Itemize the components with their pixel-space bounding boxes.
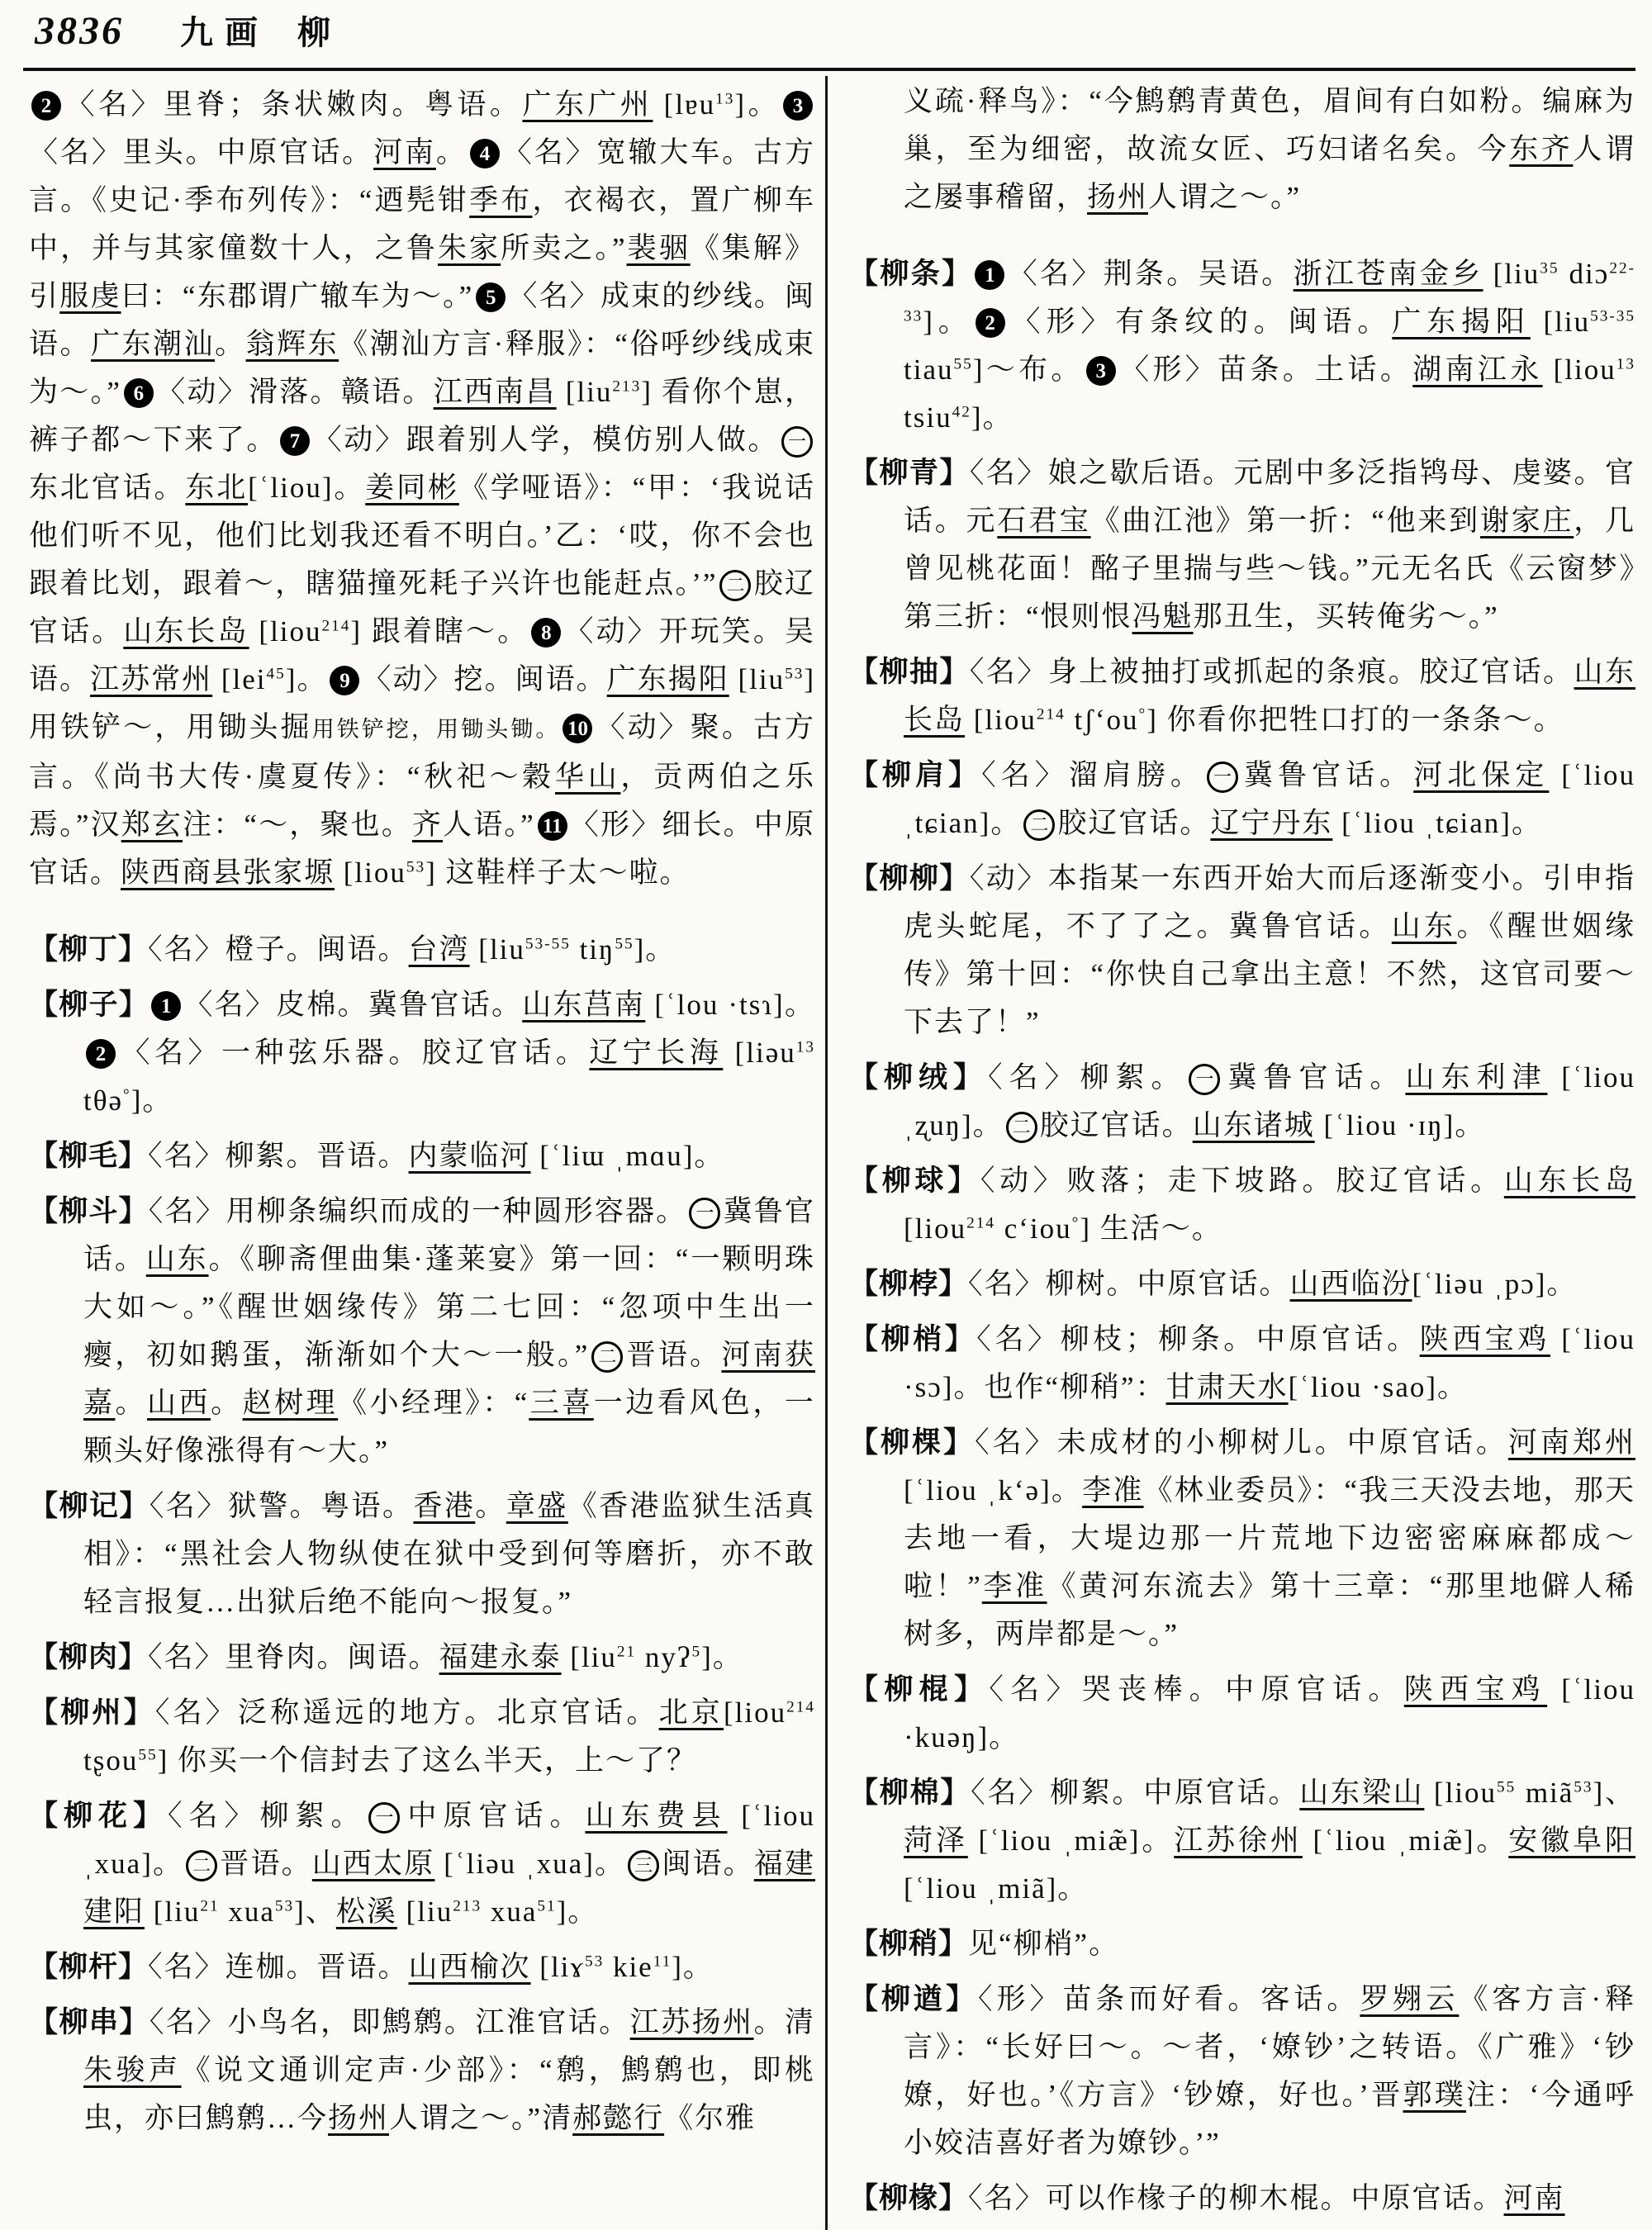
entry-headword: 【柳肉】 bbox=[29, 1641, 149, 1673]
entry-headword: 【柳青】 bbox=[849, 457, 970, 489]
left-column bbox=[29, 81, 815, 2142]
entry-body: 〈形〉苗条而好看。客话。罗翙云《客方言·释言》：“长好曰～。～者，‘嫽钞’之转语。《广雅》‘钞嫽，好也。’《方言》‘钞嫽，好也。’晋郭璞注：‘今通呼小姣洁喜好者为嫽钞。’” bbox=[904, 1983, 1635, 2159]
entry-body: 见“柳梢”。 bbox=[968, 1928, 1120, 1960]
dict-entry-liuke bbox=[849, 1419, 1635, 1658]
entry-body: 〈动〉本指某一东西开始大而后逐渐变小。引申指虎头蛇尾，不了了之。冀鲁官话。山东。《醒世姻缘传》第十回：“你快自己拿出主意！不然，这官司要～下去了！” bbox=[904, 862, 1635, 1038]
dict-entry-liugun bbox=[849, 1666, 1635, 1762]
entry-body: 〈名〉柳絮。中原官话。山东梁山 [liou$^{55}$ miã$^{53}$]、菏泽 [ʿliou ˌmiæ̃]。江苏徐州 [ʿliou ˌmiæ̃]。安徽阜阳 [ʿliou ˌmiã]。 bbox=[904, 1777, 1635, 1905]
entry-body: 〈名〉未成材的小柳树儿。中原官话。河南郑州 [ʿliou ˌk‘ə]。李准《林业委员》：“我三天没去地，那天去地一看，大堤边那一片荒地下边密密麻麻都成～啦！”李准《黄河东流去》第十三章：“那里地僻人稀树多，两岸都是～。” bbox=[904, 1426, 1635, 1650]
entry-headword: 【柳条】 bbox=[849, 258, 973, 290]
entry-body: 〈名〉里脊肉。闽语。福建永泰 [liu$^{21}$ nyʔ$^5$]。 bbox=[148, 1641, 743, 1673]
entry-headword: 【柳串】 bbox=[29, 2006, 150, 2038]
entry-headword: 【柳肩】 bbox=[849, 759, 982, 791]
dict-entry-liuchuan2 bbox=[849, 2175, 1635, 2223]
entry-headword: 【柳斗】 bbox=[29, 1195, 149, 1227]
entry-body: 1 〈名〉荆条。吴语。浙江苍南金乡 [liu$^{35}$ diɔ$^{22-33}$]。 2 〈形〉有条纹的。闽语。广东揭阳 [liu$^{53-35}$ tiau$^{55}$]～布。 3 〈形〉苗条。土话。湖南江永 [liou$^{13}$ tsiu$^{42}$]。 bbox=[904, 258, 1635, 434]
entry-body: 〈名〉橙子。闽语。台湾 [liu$^{53-55}$ tiŋ$^{55}$]。 bbox=[148, 933, 676, 966]
entry-body: 2 〈名〉里脊；条状嫩肉。粤语。广东广州 [lɐu$^{13}$]。 3〈名〉里头。中原官话。河南。 4 〈名〉宽辙大车。古方言。《史记·季布列传》：“迺髡钳季布，衣褐衣，置广柳车中，并与其家僮数十人，之鲁朱家所卖之。”裴骃《集解》引服虔曰：“东郡谓广辙车为～。” 5 〈名〉成束的纱线。闽语。广东潮汕。翁辉东《潮汕方言·释服》：“俗呼纱线成束为～。” 6 〈动〉滑落。赣语。江西南昌 [liu$^{213}$] 看你个崽，裤子都～下来了。 7 〈动〉跟着别人学，模仿别人做。 一东北官话。东北[ʿliou]。姜同彬《学哑语》：“甲：‘我说话他们听不见，他们比划我还看不明白。’乙：‘哎，你不会也跟着比划，跟着～，瞎猫撞死耗子兴许也能赶点。’” 二 胶辽官话。山东长岛 [liou$^{214}$] 跟着瞎～。 8 〈动〉开玩笑。吴语。江苏常州 [lei$^{45}$]。 9 〈动〉挖。闽语。广东揭阳 [liu$^{53}$] 用铁铲～，用锄头掘用铁铲挖，用锄头锄。 10 〈动〉聚。古方言。《尚书大传·虞夏传》：“秋祀～穀华山，贡两伯之乐焉。”汉郑玄注：“～，聚也。齐人语。” 11 〈形〉细长。中原官话。陕西商县张家塬 [liou$^{53}$] 这鞋样子太～啦。 bbox=[29, 88, 815, 889]
dict-entry-liuding bbox=[29, 926, 815, 974]
entry-headword: 【柳花】 bbox=[29, 1800, 168, 1832]
dict-entry-liurou bbox=[29, 1634, 815, 1682]
entry-headword: 【柳棵】 bbox=[849, 1426, 976, 1459]
dict-entry-liuchou bbox=[849, 648, 1635, 744]
dict-entry-liuhua bbox=[29, 1792, 815, 1936]
dict-entry-liudou bbox=[29, 1188, 815, 1475]
dict-entry-liutiao bbox=[849, 250, 1635, 442]
entry-headword: 【柳稍】 bbox=[849, 1928, 969, 1960]
dict-entry-liuchuan bbox=[29, 1999, 815, 2142]
dict-entry-liupo bbox=[849, 1260, 1635, 1308]
head-character-label: 柳 bbox=[297, 14, 330, 51]
entry-body: 〈名〉可以作椽子的柳木棍。中原官话。河南 bbox=[968, 2182, 1565, 2214]
dict-entry-liurong bbox=[849, 1054, 1635, 1150]
entry-body: 〈名〉娘之歇后语。元剧中多泛指鸨母、虔婆。官话。元石君宝《曲江池》第一折：“他来到谢家庄，几曾见桃花面！酩子里揣与些～钱。”元无名氏《云窗梦》第三折：“恨则恨冯魁那丑生，买转俺劣～。” bbox=[904, 457, 1635, 633]
dict-entry-liuzi bbox=[29, 981, 815, 1125]
entry-body: 〈名〉柳枝；柳条。中原官话。陕西宝鸡 [ʿliou ·sɔ]。也作“柳稍”：甘肃天水[ʿliou ·sao]。 bbox=[904, 1323, 1635, 1403]
dict-entry-liushao2 bbox=[849, 1920, 1635, 1968]
entry-body: 〈名〉狱警。粤语。香港。章盛《香港监狱生活真相》：“黑社会人物纵使在狱中受到何等磨折，亦不敢轻言报复…出狱后绝不能向～报复。” bbox=[83, 1490, 815, 1618]
entry-headword: 【柳桲】 bbox=[849, 1268, 969, 1300]
dict-entry-liumao bbox=[29, 1132, 815, 1180]
entry-body: 1 〈名〉皮棉。冀鲁官话。山东莒南 [ʿlou ·tsɿ]。2 〈名〉一种弦乐器。胶辽官话。辽宁长海 [liəu$^{13}$ tθə°]。 bbox=[83, 989, 815, 1117]
dict-entry-liuqing bbox=[849, 449, 1635, 641]
stroke-section-label: 九画 bbox=[180, 14, 269, 51]
entry-headword: 【柳椽】 bbox=[849, 2182, 969, 2214]
entry-headword: 【柳毛】 bbox=[29, 1140, 149, 1172]
dict-entry-liushao bbox=[849, 1316, 1635, 1412]
dict-entry-liuji bbox=[29, 1483, 815, 1626]
dict-entry-liugan bbox=[29, 1943, 815, 1991]
entry-body: 〈名〉小鸟名，即鹪鹩。江淮官话。江苏扬州。清朱骏声《说文通训定声·少部》：“鹩，鹪鹩也，即桃虫，亦曰鹪鹩…今扬州人谓之～。”清郝懿行《尔雅 bbox=[83, 2006, 815, 2134]
dict-entry-liuqiu2 bbox=[849, 1976, 1635, 2167]
entry-headword: 【柳棍】 bbox=[849, 1673, 990, 1706]
entry-body: 〈名〉柳树。中原官话。山西临汾[ʿliəu ˌpɔ]。 bbox=[968, 1268, 1578, 1300]
entry-headword: 【柳棉】 bbox=[849, 1777, 971, 1809]
entry-headword: 【柳丁】 bbox=[29, 933, 149, 966]
entry-headword: 【柳子】 bbox=[29, 989, 150, 1021]
entry-headword: 【柳绒】 bbox=[849, 1061, 988, 1094]
entry-headword: 【柳梢】 bbox=[849, 1323, 977, 1355]
entry-headword: 【柳遒】 bbox=[849, 1983, 978, 2015]
entry-headword: 【柳杆】 bbox=[29, 1951, 149, 1983]
entry-body: 〈名〉连枷。晋语。山西榆次 [liɤ$^{53}$ kie$^{11}$]。 bbox=[148, 1951, 714, 1983]
entry-headword: 【柳柳】 bbox=[849, 862, 970, 894]
header-rule bbox=[23, 68, 1635, 71]
entry-headword: 【柳球】 bbox=[849, 1165, 980, 1197]
entry-body: 〈名〉泛称遥远的地方。北京官话。北京[liou$^{214}$ tʂou$^{55}$] 你买一个信封去了这么半天，上～了？ bbox=[83, 1696, 815, 1777]
entry-body: 〈动〉败落；走下坡路。胶辽官话。山东长岛 [liou$^{214}$ c‘iou°] 生活～。 bbox=[904, 1165, 1635, 1245]
entry-body: 〈名〉柳絮。 一 冀鲁官话。山东利津 [ʿliou ˌʐuŋ]。 二 胶辽官话。山东诸城 [ʿliou ·ɪŋ]。 bbox=[904, 1061, 1635, 1141]
dict-entry-liujian bbox=[849, 752, 1635, 847]
entry-body: 〈名〉溜肩膀。 一 冀鲁官话。河北保定 [ʿliou ˌtɕian]。 二 胶辽官话。辽宁丹东 [ʿliou ˌtɕian]。 bbox=[904, 759, 1635, 839]
entry-body: 义疏·释鸟》：“今鹪鹩青黄色，眉间有白如粉。编麻为巢，至为细密，故流女匠、巧妇诸名矣。今东齐人谓之屡事稽留，扬州人谓之～。” bbox=[904, 85, 1635, 213]
entry-continuation-liuchuan bbox=[849, 78, 1635, 221]
entry-headword: 【柳州】 bbox=[29, 1696, 155, 1729]
entry-headword: 【柳记】 bbox=[29, 1490, 150, 1522]
dict-entry-liumian bbox=[849, 1769, 1635, 1913]
entry-body: 〈名〉哭丧棒。中原官话。陕西宝鸡 [ʿliou ·kuəŋ]。 bbox=[904, 1673, 1635, 1753]
entry-body: 〈名〉柳絮。 一 中原官话。山东费县 [ʿliou ˌxua]。 二 晋语。山西太原 [ʿliəu ˌxua]。 三 闽语。福建建阳 [liu$^{21}$ xua$^{53}$]、松溪 [liu$^{213}$ xua$^{51}$]。 bbox=[83, 1800, 815, 1928]
entry-body: 〈名〉用柳条编织而成的一种圆形容器。 一 冀鲁官话。山东。《聊斋俚曲集·蓬莱宴》第一回：“一颗明珠大如～。”《醒世姻缘传》第二七回：“忽项中生出一瘿，初如鹅蛋，渐渐如个大～一般。” 二 晋语。河南获嘉。山西。赵树理《小经理》：“三喜一边看风色，一颗头好像涨得有～大。” bbox=[83, 1195, 815, 1467]
column-divider-rule bbox=[825, 76, 828, 2230]
page-number: 3836 bbox=[35, 9, 124, 53]
dict-entry-liuzhou bbox=[29, 1689, 815, 1785]
dict-entry-liuqiu bbox=[849, 1157, 1635, 1253]
page-header bbox=[35, 7, 330, 64]
dict-entry-liuliu bbox=[849, 855, 1635, 1046]
entry-body: 〈名〉身上被抽打或抓起的条痕。胶辽官话。山东长岛 [liou$^{214}$ tʃ‘ou°] 你看你把牲口打的一条条～。 bbox=[904, 656, 1635, 736]
entry-headword: 【柳抽】 bbox=[849, 656, 970, 688]
entry-continuation-liu-senses bbox=[29, 81, 815, 897]
right-column bbox=[849, 78, 1635, 2223]
entry-body: 〈名〉柳絮。晋语。内蒙临河 [ʿliɯ ˌmɑu]。 bbox=[148, 1140, 725, 1172]
